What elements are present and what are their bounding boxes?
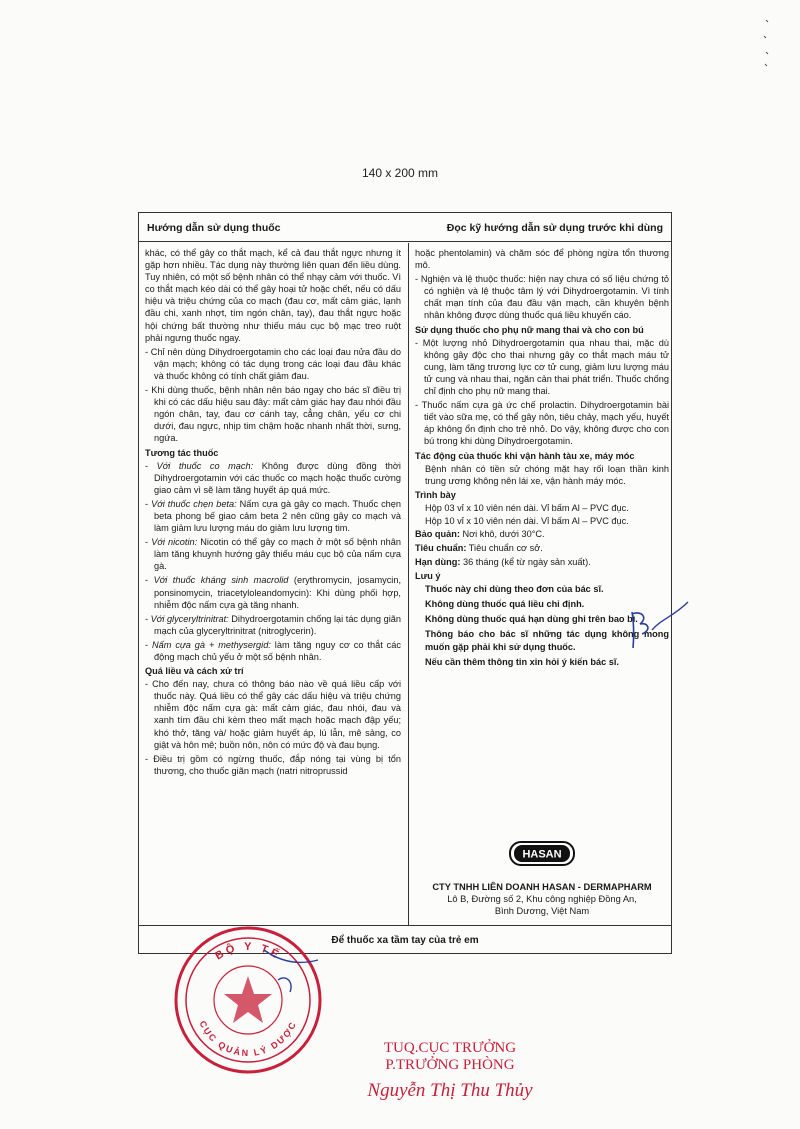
notes-heading: Lưu ý: [415, 571, 441, 582]
leaflet-header: [139, 213, 671, 242]
header-left: Hướng dẫn sử dụng thuốc: [147, 222, 281, 234]
stamp-top-text: BỘ Y TẾ: [213, 940, 283, 963]
signer-title-1: TUQ.CỤC TRƯỞNG: [383, 1040, 517, 1056]
standard-text: Tiêu chuẩn cơ sở.: [466, 543, 543, 554]
page-size-label: 140 x 200 mm: [361, 166, 439, 180]
overdose-item-2: - Điều trị gồm có ngừng thuốc, đắp nóng tại vùng bị tổn thương, cho thuốc giãn mạch (natri nitroprussid: [145, 753, 401, 776]
interaction-item: - Với glyceryltrinitrat: Dihydroergotamin chống lại tác dụng giãn mạch của glyceryltrinitrat (nitroglycerin).: [145, 613, 401, 636]
leaflet-box: [138, 212, 672, 954]
interaction-label: Với nicotin:: [151, 537, 198, 548]
note-item: Không dùng thuốc quá liều chỉ định.: [425, 599, 585, 610]
company-info: [415, 881, 669, 917]
note-item: Thông báo cho bác sĩ những tác dụng không mong muốn gặp phải khi sử dụng thuốc.: [425, 629, 669, 653]
note-item: Không dùng thuốc quá hạn dùng ghi trên bao bì.: [425, 614, 638, 625]
interaction-item: - Nấm cựa gà + methysergid: làm tăng nguy cơ co thắt các động mạch chủ yếu ở một số bệnh nhân.: [145, 639, 401, 662]
signer-title-2: P.TRƯỞNG PHÒNG: [385, 1057, 515, 1073]
standard-line: [415, 542, 669, 554]
official-stamp: [168, 920, 328, 1080]
expiry-label: Hạn dùng:: [415, 557, 461, 568]
interaction-text: Không được dùng đồng thời Dihydroergotamin với các thuốc co mạch hoặc thuốc cường giao cảm vì sẽ làm tăng huyết áp quá mức.: [154, 460, 401, 495]
column-divider: [408, 243, 409, 925]
header-right: Đọc kỹ hướng dẫn sử dụng trước khi dùng: [446, 222, 663, 234]
storage-line: [415, 528, 669, 540]
expiry-text: 36 tháng (kể từ ngày sản xuất).: [460, 557, 591, 568]
interaction-text: Nicotin có thể gây co mạch ở một số bệnh nhân làm tăng khuynh hướng gây thiếu máu cục bộ của nấm cựa gà.: [154, 537, 401, 572]
interaction-label: Nấm cựa gà + methysergid:: [152, 639, 271, 650]
interactions-heading: Tương tác thuốc: [145, 447, 219, 458]
pregnancy-bullet-1: - Một lượng nhỏ Dihydroergotamin qua nhau thai, mặc dù không gây độc cho thai nhưng gây co thắt mạch máu tử cung, làm tăng trương lực cơ tử cung, giảm lưu lượng máu tử cung và nhau thai, ngăn cản thai phát triển. Thuốc chống chỉ định cho phụ nữ mang thai.: [415, 337, 669, 397]
handwritten-mark: [618, 590, 708, 660]
expiry-line: [415, 556, 669, 568]
interaction-label: Với thuốc co mạch:: [156, 460, 254, 471]
interaction-text: làm tăng nguy cơ co thắt các động mạch chủ yếu ở một số bệnh nhân.: [154, 639, 401, 662]
svg-text:CỤC QUẢN LÝ DƯỢC: [197, 1019, 298, 1058]
interaction-label: Với thuốc kháng sinh macrolid: [153, 575, 289, 586]
storage-text: Nơi khô, dưới 30°C.: [459, 529, 545, 540]
company-address-1: Lô B, Đường số 2, Khu công nghiệp Đồng An,: [447, 894, 637, 904]
interaction-text: Nấm cựa gà gây co mạch. Thuốc chẹn beta phong bế giao cảm beta 2 nên cũng gây co mạch và làm giảm lưu lượng máu do giảm lưu lượng tim.: [154, 498, 401, 534]
logo-text: HASAN: [522, 848, 562, 861]
hasan-logo: [509, 841, 575, 866]
note-item: Nếu cần thêm thông tin xin hỏi ý kiến bác sĩ.: [425, 657, 619, 668]
interaction-item: - Với thuốc co mạch: Không được dùng đồng thời Dihydroergotamin với các thuốc co mạch hoặc thuốc cường giao cảm vì sẽ làm tăng huyết áp quá mức.: [145, 460, 401, 495]
signer-name: Nguyễn Thị Thu Thủy: [367, 1080, 533, 1101]
pregnancy-bullet-2: - Thuốc nấm cựa gà ức chế prolactin. Dihydroergotamin bài tiết vào sữa mẹ, có thể gây nôn, tiêu chảy, mạch yếu, huyết áp không ổn định cho trẻ nhỏ. Do vậy, không được cho con bú trong khi dùng Dihydroergotamin.: [415, 400, 669, 447]
svg-text:BỘ Y TẾ: [213, 941, 283, 963]
warning-bullet-2: - Khi dùng thuốc, bệnh nhân nên báo ngay cho bác sĩ điều trị khi có các dấu hiệu sau đây: mất cảm giác hay đau nhói đầu ngón chân, tay, đau cơ cánh tay, cẳng chân, yếu cơ chi dưới, đau ngực, nhịp tim chậm hoặc nhanh nhất thời, sưng, ngứa.: [145, 385, 401, 444]
stamp-bottom-text: CỤC QUẢN LÝ DƯỢC: [197, 1019, 299, 1059]
overdose-item-1: - Cho đến nay, chưa có thông báo nào về quá liều cấp với thuốc này. Quá liều có thể gây các dấu hiệu và triệu chứng nhiễm độc nấm cựa gà: mất cảm giác, đau nhói, đau và xanh tím đầu chi kèm theo mất mạch hoặc mạch đập yếu; khó thở, tăng và/ hoặc giảm huyết áp, lú lẫn, mê sảng, co giật và hôn mê; buồn nôn, nôn có mức độ và đau bụng.: [145, 679, 401, 750]
storage-label: Bảo quản:: [415, 529, 460, 540]
signature-block: [330, 1040, 570, 1102]
pregnancy-heading: Sử dụng thuốc cho phụ nữ mang thai và cho con bú: [415, 324, 644, 335]
interaction-text: (erythromycin, josamycin, ponsinomycin, triacetyloleandomycin): Khi dùng phối hợp, nhiễm độc nấm cựa gà tăng nhanh.: [154, 575, 402, 610]
driving-text: Bệnh nhân có tiền sử chóng mặt hay rối loạn thần kinh trung ương không nên lái xe, vận hành máy móc.: [425, 463, 669, 486]
note-item: Thuốc này chỉ dùng theo đơn của bác sĩ.: [425, 584, 604, 595]
interaction-text: Dihydroergotamin chống lại tác dụng giãn mạch của glyceryltrinitrat (nitroglycerin).: [154, 613, 401, 636]
overdose-heading: Quá liều và cách xử trí: [145, 666, 244, 677]
packaging-heading: Trình bày: [415, 489, 456, 500]
packaging-line-1: Hộp 03 vỉ x 10 viên nén dài. Vỉ bấm Al – PVC đục.: [425, 502, 629, 513]
packaging-line-2: Hộp 10 vỉ x 10 viên nén dài. Vỉ bấm Al – PVC đục.: [425, 515, 629, 526]
interaction-item: - Với nicotin: Nicotin có thể gây co mạch ở một số bệnh nhân làm tăng khuynh hướng gây thiếu máu cục bộ của nấm cựa gà.: [145, 537, 401, 572]
driving-heading: Tác động của thuốc khi vận hành tàu xe, máy móc: [415, 450, 635, 461]
company-name: CTY TNHH LIÊN DOANH HASAN - DERMAPHARM: [432, 882, 652, 892]
warning-bullet-1: - Chỉ nên dùng Dihydroergotamin cho các loại đau nửa đầu do vận mạch; không có tác dụng trong các loại đau đầu khác và thuốc không có tính chất giảm đau.: [145, 346, 401, 381]
warning-intro: khác, có thể gây co thắt mạch, kể cả đau thắt ngực nhưng ít gặp hơn nhiều. Tác dụng này thường liên quan đến liều dùng. Tuy nhiên, có một số bệnh nhân có thể nhạy cảm với thuốc. Vì co thắt mạch kéo dài có thể gây hoại tử hoặc chết, nếu có dấu hiệu và triệu chứng của co mạch (đau cơ, mất cảm giác, lạnh đầu chi, xanh nhợt, tím ngón chân, tay), đau thắt ngực hoặc hội chứng bất thường như thiếu máu cục bộ mạc treo ruột phải ngưng thuốc ngay.: [145, 248, 401, 343]
overdose-continued: hoặc phentolamin) và chăm sóc để phòng ngừa tổn thương mô.: [415, 248, 669, 271]
interaction-item: - Với thuốc chẹn beta: Nấm cựa gà gây co mạch. Thuốc chẹn beta phong bế giao cảm beta 2 nên cũng gây co mạch và làm giảm lưu lượng máu do giảm lưu lượng tim.: [145, 498, 401, 534]
interaction-label: Với thuốc chẹn beta:: [151, 498, 237, 509]
dependence-bullet: - Nghiện và lệ thuộc thuốc: hiện nay chưa có số liệu chứng tỏ có nghiện và lệ thuộc tâm lý với Dihydroergotamin. Vì tính chất mạn tính của đau đầu vận mạch, cần khuyên bệnh nhân không được dùng thuốc quá liều khuyến cáo.: [415, 274, 669, 321]
corner-marks: [758, 12, 788, 72]
interaction-label: Với glyceryltrinitrat:: [150, 613, 229, 624]
child-safety-note: Để thuốc xa tầm tay của trẻ em: [139, 925, 671, 955]
standard-label: Tiêu chuẩn:: [415, 543, 467, 554]
company-address-2: Bình Dương, Việt Nam: [494, 906, 590, 916]
interaction-item: - Với thuốc kháng sinh macrolid (erythromycin, josamycin, ponsinomycin, triacetyloleandomycin): Khi dùng phối hợp, nhiễm độc nấm cựa gà tăng nhanh.: [145, 575, 402, 610]
left-column: [145, 247, 401, 779]
